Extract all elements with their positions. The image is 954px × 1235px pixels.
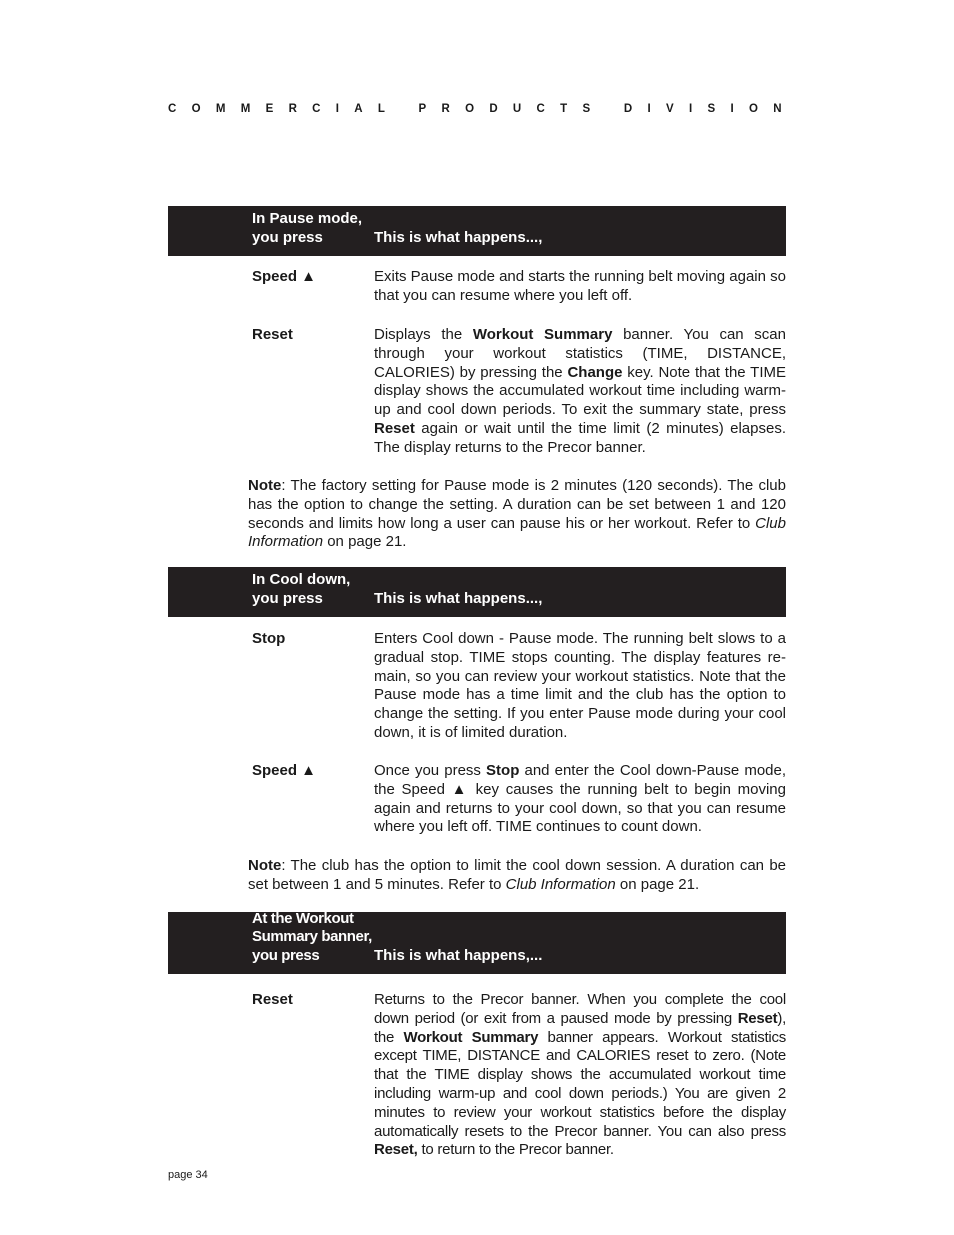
pause-mode-note: Note: The factory setting for Pause mode is 2 minutes (120 seconds). The club has the option to change the setting. A duration can be set between 1 and 120 seconds and limits how long a user can pause his or her workout. Refer to Club Information on page 21. xyxy=(248,477,786,551)
row-key: Stop xyxy=(252,630,286,647)
workout-summary-table-header xyxy=(168,909,786,974)
page-number: page 34 xyxy=(168,1169,208,1181)
row-key: Speed ▲ xyxy=(252,268,317,285)
key-column-heading: In Cool down, you press xyxy=(252,571,351,607)
result-column-heading: This is what happens,... xyxy=(374,946,543,964)
pause-mode-table-header xyxy=(168,206,786,256)
row-key: Speed ▲ xyxy=(252,762,317,779)
key-column-heading: At the Workout Summary banner, you press xyxy=(252,909,372,964)
row-description: Enters Cool down - Pause mode. The running belt slows to a gradual stop. TIME stops counting. The display features re-main, so you can review your workout statistics. Note that the Pause mode has a time limit and the club has the option to change the setting. If you enter Pause mode during your cool down, it is of limited duration. xyxy=(374,630,786,741)
row-description: Displays the Workout Summary banner. You can scan through your workout statistics (TIME, DISTANCE, CALORIES) by pressing the Change key. Note that the TIME display shows the accumulated workout time including warm-up and cool down periods. To exit the summary state, press Reset again or wait until the time limit (2 minutes) elapses. The display returns to the Precor banner. xyxy=(374,326,786,456)
cool-down-table-header xyxy=(168,567,786,617)
result-column-heading: This is what happens..., xyxy=(374,589,543,607)
row-description: Returns to the Precor banner. When you complete the cool down period (or exit from a paused mode by pressing Reset), the Workout Summary banner appears. Workout statistics except TIME, DISTANCE and CALORIES reset to zero. (Note that the TIME display shows the accumulated workout time including warm-up and cool down periods.) You are given 2 minutes to review your workout statistics before the display automatically resets to the Precor banner. You can also press Reset, to return to the Precor banner. xyxy=(374,991,786,1159)
key-column-heading: In Pause mode, you press xyxy=(252,210,363,246)
row-description: Once you press Stop and enter the Cool down-Pause mode, the Speed ▲ key causes the running belt to begin moving again and returns to your cool down, so that you can resume where you left off. TIME continues to count down. xyxy=(374,762,787,836)
row-key: Reset xyxy=(252,991,293,1008)
result-column-heading: This is what happens..., xyxy=(374,228,543,246)
row-key: Reset xyxy=(252,326,293,343)
row-description: Exits Pause mode and starts the running belt moving again so that you can resume where you left off. xyxy=(374,268,786,304)
cool-down-note: Note: The club has the option to limit the cool down session. A duration can be set between 1 and 5 minutes. Refer to Club Information on page 21. xyxy=(248,857,786,893)
division-header: COMMERCIAL PRODUCTS DIVISION xyxy=(168,103,797,115)
